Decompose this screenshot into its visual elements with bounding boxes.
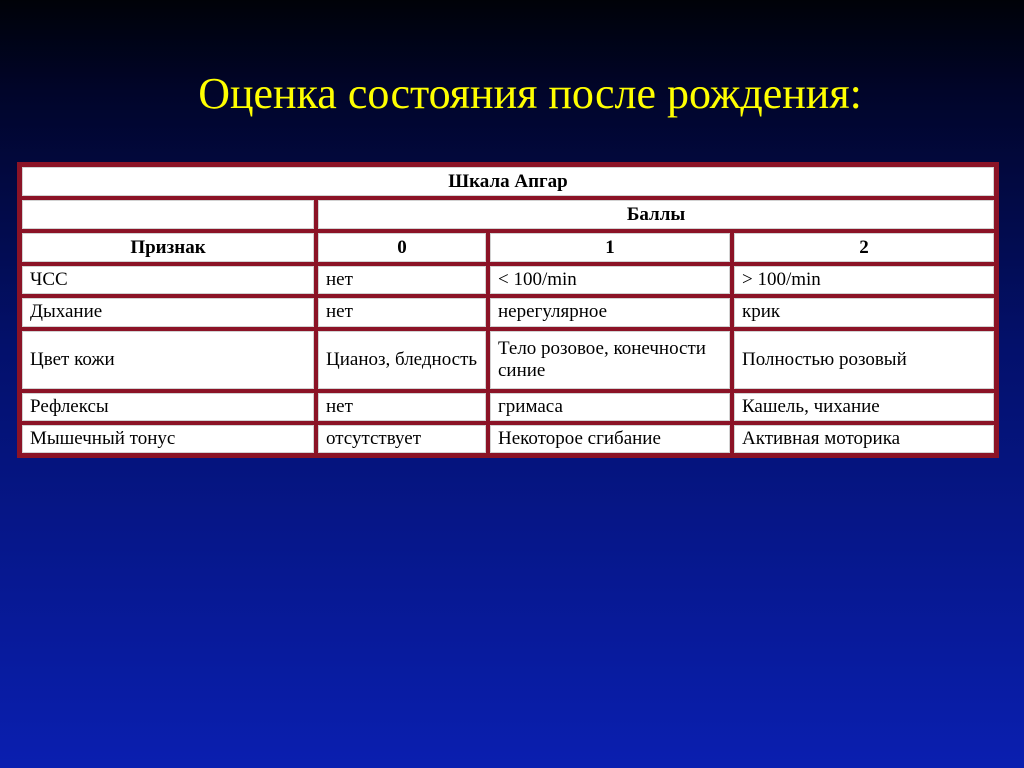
score-header-1: 1 xyxy=(488,231,732,264)
table-row xyxy=(20,296,996,328)
score-2-cell: > 100/min xyxy=(732,264,996,296)
score-0-cell: нет xyxy=(316,391,488,423)
score-header-0: 0 xyxy=(316,231,488,264)
score-1-cell: Тело розовое, конечности синие xyxy=(488,329,732,391)
points-header-row xyxy=(20,198,996,231)
score-2-cell: Полностью розовый xyxy=(732,329,996,391)
score-header-2: 2 xyxy=(732,231,996,264)
score-2-cell: Активная моторика xyxy=(732,423,996,455)
table-row xyxy=(20,423,996,455)
sign-cell: Мышечный тонус xyxy=(20,423,316,455)
score-1-cell: гримаса xyxy=(488,391,732,423)
slide-title: Оценка состояния после рождения: xyxy=(198,69,862,118)
table-row xyxy=(20,264,996,296)
sign-cell: Дыхание xyxy=(20,296,316,328)
score-2-cell: крик xyxy=(732,296,996,328)
table-caption: Шкала Апгар xyxy=(20,165,996,198)
sign-header: Признак xyxy=(20,231,316,264)
table-row xyxy=(20,329,996,391)
score-0-cell: нет xyxy=(316,264,488,296)
column-header-row xyxy=(20,231,996,264)
sign-cell: Рефлексы xyxy=(20,391,316,423)
score-0-cell: Цианоз, бледность xyxy=(316,329,488,391)
score-1-cell: < 100/min xyxy=(488,264,732,296)
score-1-cell: нерегулярное xyxy=(488,296,732,328)
points-header: Баллы xyxy=(316,198,996,231)
apgar-score-table xyxy=(17,162,999,458)
score-0-cell: нет xyxy=(316,296,488,328)
sign-cell: ЧСС xyxy=(20,264,316,296)
sign-cell: Цвет кожи xyxy=(20,329,316,391)
table-row xyxy=(20,391,996,423)
table-caption-row xyxy=(20,165,996,198)
empty-header-cell xyxy=(20,198,316,231)
score-0-cell: отсутствует xyxy=(316,423,488,455)
score-1-cell: Некоторое сгибание xyxy=(488,423,732,455)
score-2-cell: Кашель, чихание xyxy=(732,391,996,423)
